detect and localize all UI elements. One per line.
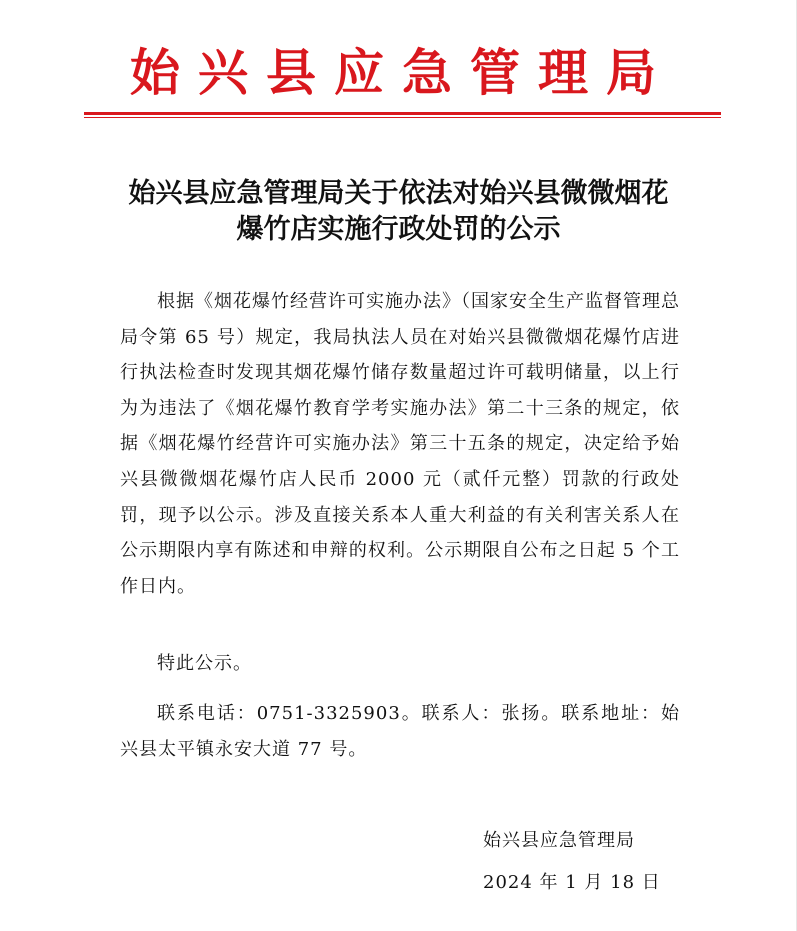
document-title-line-2: 爆竹店实施行政处罚的公示 bbox=[236, 214, 561, 245]
masthead-rule-thick bbox=[84, 112, 721, 115]
document-title bbox=[100, 176, 697, 248]
signature-date: 2024 年 1 月 18 日 bbox=[483, 872, 661, 893]
document-title-line-1: 始兴县应急管理局关于依法对始兴县微微烟花 bbox=[128, 178, 669, 209]
contact-information: 联系电话：0751-3325903。联系人：张扬。联系地址：始兴县太平镇永安大道 77 号。 bbox=[120, 703, 680, 760]
agency-masthead: 始兴县应急管理局 bbox=[130, 44, 674, 102]
notice-body-paragraph: 根据《烟花爆竹经营许可实施办法》（国家安全生产监督管理总局令第 65 号）规定，我局执法人员在对始兴县微微烟花爆竹店进行执法检查时发现其烟花爆竹储存数量超过许可载明储量，以上行为为违法了《烟花爆竹教育学考实施办法》第二十三条的规定，依据《烟花爆竹经营许可实施办法》第三十五条的规定，决定给予始兴县微微烟花爆竹店人民币 2000 元（贰仟元整）罚款的行政处罚，现予以公示。涉及直接关系本人重大利益的有关利害关系人在公示期限内享有陈述和申辩的权利。公示期限自公布之日起 5 个工作日内。 bbox=[120, 291, 680, 597]
signature-organization: 始兴县应急管理局 bbox=[483, 830, 635, 851]
notice-closing-line: 特此公示。 bbox=[157, 653, 252, 674]
masthead-rule-thin bbox=[84, 117, 721, 118]
